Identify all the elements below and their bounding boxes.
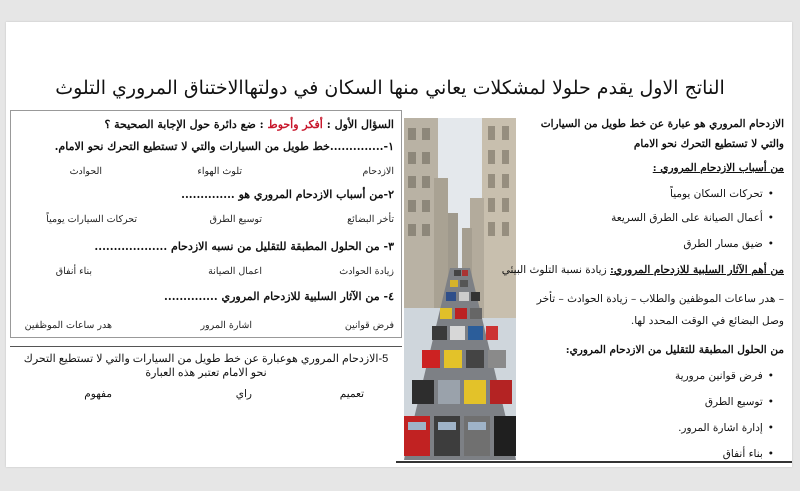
- option-4c[interactable]: هدر ساعات الموظفين: [24, 320, 112, 331]
- option-5a[interactable]: تعميم: [339, 388, 364, 400]
- question-item-4: ٤- من الآثار السلبية للازدحام المروري ..............: [164, 290, 394, 303]
- option-3b[interactable]: اعمال الصيانة: [208, 266, 262, 277]
- question-item-2: ٢-من أسباب الازدحام المروري هو ..............: [181, 188, 394, 201]
- option-3c[interactable]: بناء أنفاق: [55, 266, 92, 277]
- question-one-heading: [104, 118, 394, 131]
- option-2b[interactable]: توسيع الطرق: [209, 214, 262, 225]
- page-title: الناتج الاول يقدم حلولا لمشكلات يعاني منها السكان في دولتهاالاختناق المروري التلوث: [55, 77, 725, 99]
- option-4b[interactable]: اشارة المرور: [200, 320, 252, 331]
- cause-item-3: • ضيق مسار الطرق: [683, 238, 774, 250]
- effects-heading: [502, 264, 784, 276]
- option-1b[interactable]: تلوث الهواء: [197, 166, 242, 177]
- option-3a[interactable]: زيادة الحوادث: [339, 266, 394, 277]
- info-panel: [501, 110, 788, 465]
- solution-item-3: • إدارة اشارة المرور.: [678, 422, 774, 434]
- worksheet: [10, 110, 402, 460]
- question-item-1: ١-..............خط طويل من السيارات والتي لا تستطيع التحرك نحو الامام.: [54, 140, 394, 153]
- question-instruction: : ضع دائرة حول الإجابة الصحيحة ؟: [104, 118, 264, 131]
- cause-item-2: • أعمال الصيانة على الطرق السريعة: [611, 212, 774, 224]
- cause-item-1: • تحركات السكان يومياً: [670, 188, 774, 200]
- option-1a[interactable]: الازدحام: [362, 166, 394, 177]
- traffic-jam-image: [404, 118, 516, 460]
- option-5c[interactable]: مفهوم: [84, 388, 112, 400]
- question-item-3: ٣- من الحلول المطبقة للتقليل من نسبه الازدحام ...................: [94, 240, 394, 253]
- solution-item-4: • بناء أنفاق: [723, 448, 774, 460]
- effects-title: من أهم الآثار السلبية للازدحام المروري:: [610, 264, 784, 276]
- question-item-5: 5-الازدحام المروري هوعبارة عن خط طويل من السيارات والتي لا تستطيع التحرك نحو الامام تعتبر هذه العبارة: [23, 353, 389, 379]
- solution-item-1: • فرض قوانين مرورية: [675, 370, 774, 382]
- causes-title: من أسباب الازدحام المروري :: [652, 162, 784, 174]
- option-1c[interactable]: الحوادث: [69, 166, 102, 177]
- question-label: السؤال الأول :: [326, 118, 394, 131]
- option-4a[interactable]: فرض قوانين: [344, 320, 394, 331]
- option-2c[interactable]: تحركات السيارات يومياً: [46, 214, 137, 225]
- bottom-rule: [396, 461, 792, 463]
- option-2a[interactable]: تأخر البضائع: [347, 214, 394, 225]
- effects-body: – هدر ساعات الموظفين والطلاب – زيادة الحوادث – تأخر وصل البضائع في الوقت المحدد لها.: [536, 293, 784, 327]
- solutions-title: من الحلول المطبقة للتقليل من الازدحام المروري:: [565, 344, 784, 356]
- option-5b[interactable]: راي: [235, 388, 252, 400]
- think-label: أفكر وأحوط: [267, 118, 323, 131]
- solution-item-2: • توسيع الطرق: [705, 396, 774, 408]
- effects-lead: زيادة نسبة التلوث البيئي: [501, 264, 607, 276]
- definition-text: الازدحام المروري هو عبارة عن خط طويل من السيارات والتي لا تستطيع التحرك نحو الامام: [540, 118, 784, 150]
